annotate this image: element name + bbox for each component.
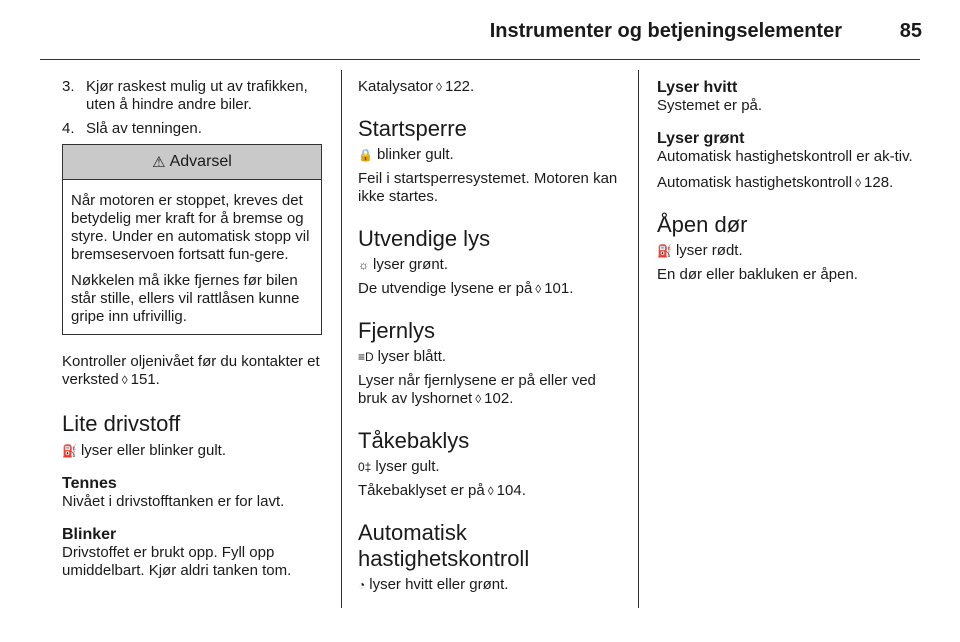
reference-arrow-icon: ◊	[121, 373, 128, 387]
list-item: 4. Slå av tenningen.	[62, 120, 202, 137]
warning-text-2: Nøkkelen må ikke fjernes før bilen står stille, ellers vil rattlåsen kunne gripe inn ufrivillig.	[71, 272, 300, 325]
warning-text-1: Når motoren er stoppet, kreves det betydelig mer kraft for å bremse og styre. Under en automatisk stopp vil bremseservoen fortsatt fun-gere.	[71, 192, 310, 263]
column-1: 3. Kjør raskest mulig ut av trafikken, uten å hindre andre biler. 4. Slå av tenningen. ⚠ Advarsel Når motoren er stoppet, kreves det betydelig mer kraft for å bremse og styre. Under en automatisk stopp vil bremseservoen fortsatt fun-gere. Nøkkelen må ikke fjernes før bilen står stille, ellers vil rattlåsen kunne gripe inn ufrivillig. Kontroller oljenivået før du kontakter et verksted ◊ 151. Lite drivstoff ⛽ lyser eller blinker gult. Tennes Nivået i drivstofftanken er for lavt. Blinker Drivstoffet er brukt opp. Fyll opp umiddelbart. Kjør aldri tanken tom.	[62, 78, 322, 580]
warning-header	[63, 145, 321, 180]
fuel-pump-icon: ⛽	[62, 444, 77, 458]
heading-lyser-gront: Lyser grønt	[657, 130, 745, 147]
heading-fjernlys: Fjernlys	[358, 318, 436, 343]
cruise-control-icon: ◔	[358, 578, 366, 592]
list-item: 3. Kjør raskest mulig ut av trafikken, uten å hindre andre biler.	[62, 78, 308, 113]
column-2: Katalysator ◊ 122. Startsperre 🔒 blinker gult. Feil i startsperresystemet. Motoren kan ikke startes. Utvendige lys ☼ lyser grønt. De utvendige lysene er på ◊ 101. Fjernlys ≡D lyser blått. Lyser når fjernlysene er på eller ved bruk av lyshornet ◊ 102. Tåkebaklys 0‡ lyser gult. Tåkebaklyset er på ◊ 104. Automatisk hastighetskontroll ◔ lyser hvitt eller grønt.	[358, 78, 618, 593]
oil-paragraph: Kontroller oljenivået før du kontakter et verksted ◊ 151.	[62, 353, 320, 388]
warning-triangle-icon: ⚠	[152, 154, 166, 171]
heading-takebaklys: Tåkebaklys	[358, 428, 470, 453]
immobilizer-icon: 🔒	[358, 148, 373, 162]
header-rule	[40, 59, 920, 60]
reference-arrow-icon: ◊	[535, 282, 542, 296]
column-3: Lyser hvitt Systemet er på. Lyser grønt Automatisk hastighetskontroll er ak-tiv. Automatisk hastighetskontroll ◊ 128. Åpen dør ⛽ lyser rødt. En dør eller bakluken er åpen.	[657, 78, 922, 284]
heading-lyser-hvitt: Lyser hvitt	[657, 79, 738, 96]
page-number: 85	[899, 20, 922, 42]
column-divider-1	[341, 70, 342, 608]
heading-hastighetskontroll: hastighetskontroll	[358, 546, 530, 571]
high-beam-icon: ≡D	[358, 350, 374, 364]
heading-tennes: Tennes	[62, 475, 117, 492]
heading-blinker: Blinker	[62, 526, 117, 543]
page-header	[0, 0, 960, 60]
heading-automatisk: Automatisk	[358, 520, 467, 545]
reference-arrow-icon: ◊	[475, 392, 482, 406]
reference-arrow-icon: ◊	[855, 176, 862, 190]
warning-box	[62, 144, 322, 335]
heading-lite-drivstoff: Lite drivstoff	[62, 411, 181, 436]
heading-apen-dor: Åpen dør	[657, 212, 748, 237]
exterior-light-icon: ☼	[358, 258, 369, 272]
rear-fog-light-icon: 0‡	[358, 460, 372, 474]
reference-arrow-icon: ◊	[436, 80, 442, 94]
column-divider-2	[638, 70, 639, 608]
heading-utvendige-lys: Utvendige lys	[358, 226, 491, 251]
open-door-icon: ⛽	[657, 244, 672, 258]
heading-startsperre: Startsperre	[358, 116, 467, 141]
reference-arrow-icon: ◊	[487, 484, 494, 498]
warning-title: Advarsel	[169, 153, 232, 170]
header-title: Instrumenter og betjeningselementer	[489, 20, 842, 42]
